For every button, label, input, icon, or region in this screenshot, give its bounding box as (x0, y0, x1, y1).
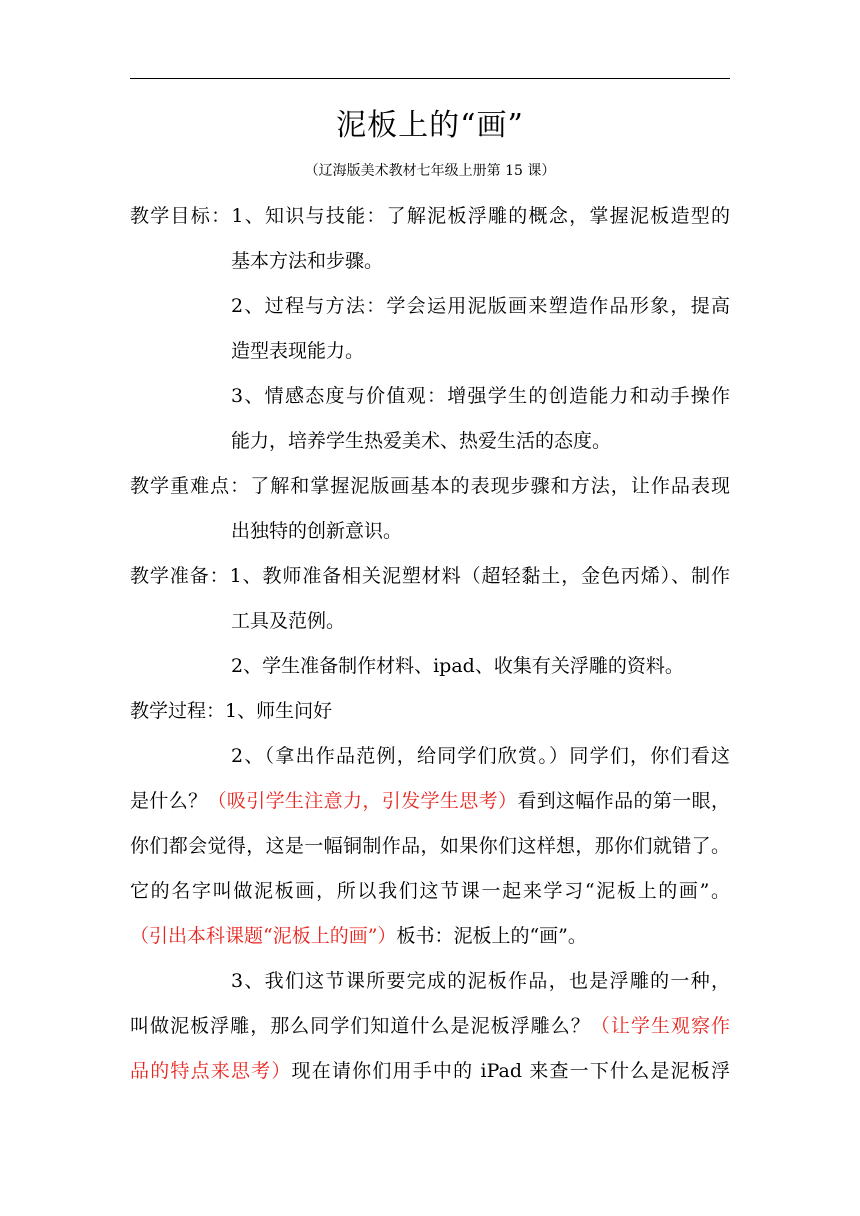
process-step-2-line-2 (130, 786, 730, 816)
step-3-annotation-end: 品的特点来思考） (130, 1060, 292, 1082)
objective-3-continued: 能力，培养学生热爱美术、热爱生活的态度。 (231, 430, 612, 452)
objectives-line-1 (130, 201, 730, 231)
preparation-1-continued: 工具及范例。 (231, 610, 346, 632)
process-label: 教学过程： (130, 700, 226, 722)
key-points-line-1 (130, 471, 730, 501)
process-step-3-line-1: 3、我们这节课所要完成的泥板作品，也是浮雕的一种， (231, 970, 730, 992)
step-2-blackboard: 板书：泥板上的“画”。 (396, 925, 587, 947)
lesson-subtitle: （辽海版美术教材七年级上册第 15 课） (304, 163, 556, 179)
process-step-1: 1、师生问好 (225, 700, 333, 722)
preparation-2-text: 2、学生准备制作材料、ipad、收集有关浮雕的资料。 (231, 655, 684, 677)
step-2-text: 看到这幅作品的第一眼， (517, 790, 730, 812)
preparation-1-text: 1、教师准备相关泥塑材料（超轻黏土，金色丙烯）、制作 (229, 565, 730, 587)
objective-3-text: 3、情感态度与价值观：增强学生的创造能力和动手操作 (231, 385, 730, 407)
process-step-2-line-3: 你们都会觉得，这是一幅铜制作品，如果你们这样想，那你们就错了。 (130, 835, 730, 857)
preparation-line-1 (130, 561, 730, 591)
objective-1-continued: 基本方法和步骤。 (231, 250, 384, 272)
objective-2-text: 2、过程与方法：学会运用泥版画来塑造作品形象，提高 (231, 295, 730, 317)
process-line-1 (130, 696, 332, 726)
key-points-label: 教学重难点： (130, 475, 251, 497)
key-points-continued: 出独特的创新意识。 (231, 520, 403, 542)
objective-1-text: 1、知识与技能：了解泥板浮雕的概念，掌握泥板造型的 (231, 205, 730, 227)
step-3-text: 现在请你们用手中的 iPad 来查一下什么是泥板浮 (291, 1060, 730, 1082)
header-rule (130, 78, 730, 79)
lesson-title: 泥板上的“画” (336, 108, 524, 143)
step-2-topic-annotation: （引出本科课题“泥板上的画”） (130, 925, 397, 947)
step-2-question: 是什么？ (130, 790, 208, 812)
process-step-2-line-4: 它的名字叫做泥板画，所以我们这节课一起来学习“泥板上的画”。 (130, 880, 730, 902)
process-step-3-line-3 (130, 1056, 730, 1086)
step-2-annotation: （吸引学生注意力，引发学生思考） (207, 790, 518, 812)
process-step-2-line-5 (130, 921, 587, 951)
process-step-2-line-1: 2、（拿出作品范例，给同学们欣赏。）同学们，你们看这 (231, 745, 730, 767)
objectives-label: 教学目标： (130, 205, 232, 227)
preparation-label: 教学准备： (130, 565, 230, 587)
key-points-text: 了解和掌握泥版画基本的表现步骤和方法，让作品表现 (250, 475, 730, 497)
step-3-question: 叫做泥板浮雕，那么同学们知道什么是泥板浮雕么？ (130, 1015, 591, 1037)
objective-2-continued: 造型表现能力。 (231, 340, 365, 362)
step-3-annotation-start: （让学生观察作 (590, 1015, 730, 1037)
process-step-3-line-2 (130, 1011, 730, 1041)
